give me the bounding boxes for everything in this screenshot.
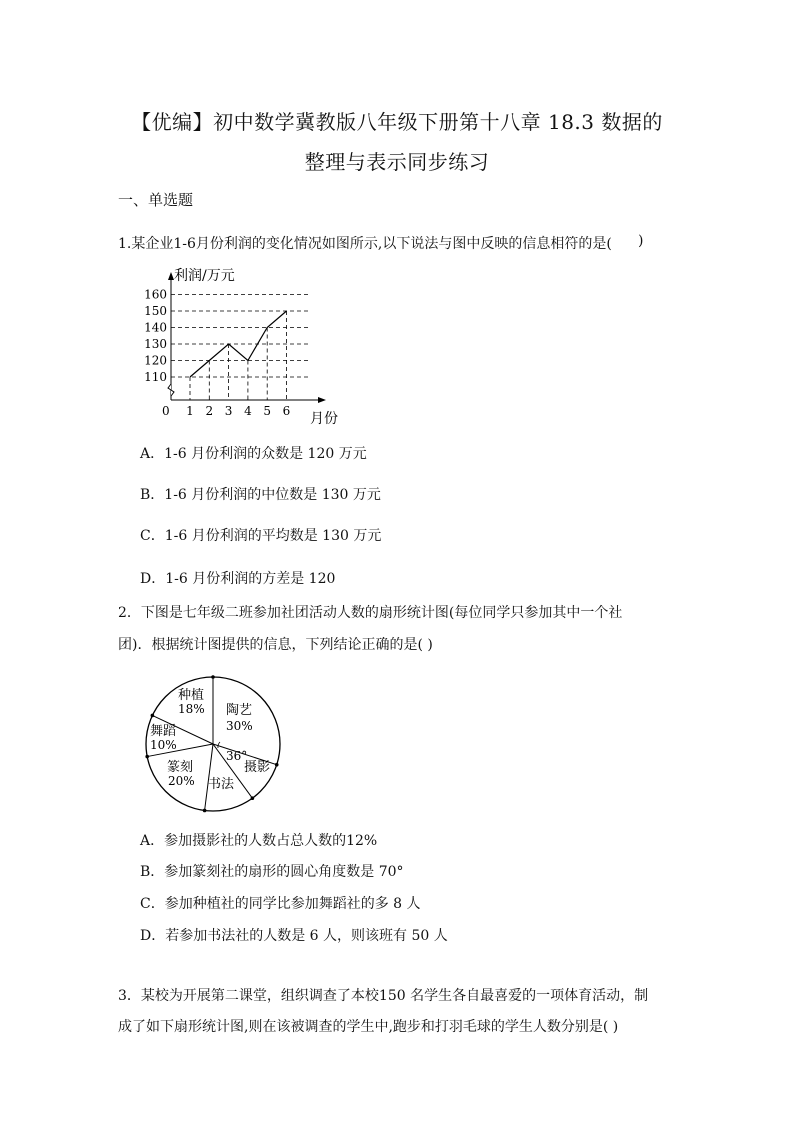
- origin-label: 0: [162, 404, 170, 418]
- slice-label-zhuanke: 篆刻: [167, 760, 194, 775]
- slice-label-wudao: 舞蹈: [150, 724, 177, 739]
- x-axis-arrow: [318, 397, 326, 403]
- slice-pct-zhongzhi: 18%: [178, 702, 205, 716]
- q1-stem: 1.某企业1-6月份利润的变化情况如图所示,以下说法与图中反映的信息相符的是(: [118, 236, 612, 252]
- q1-option-d[interactable]: D．1-6 月份利润的方差是 120: [140, 571, 336, 587]
- slice-label-zhongzhi: 种植: [178, 688, 205, 703]
- q2-option-a[interactable]: A．参加摄影社的人数占总人数的12%: [140, 833, 378, 849]
- q2-option-d[interactable]: D．若参加书法社的人数是 6 人，则该班有 50 人: [140, 928, 448, 944]
- q1-paren-close: ): [638, 233, 644, 249]
- slice-pct-zhuanke: 20%: [168, 774, 195, 788]
- q3-stem-line-1: 3．某校为开展第二课堂，组织调查了本校150 名学生各自最喜爱的一项体育活动，制: [118, 988, 649, 1004]
- y-tick-110: 110: [144, 370, 167, 384]
- x-tick-4: 4: [244, 404, 252, 418]
- y-axis-label: 利润/万元: [174, 268, 235, 284]
- slice-boundary-dot-5: [151, 714, 155, 718]
- slice-boundary-dot-1: [275, 763, 279, 767]
- slice-label-shufa: 书法: [208, 777, 235, 792]
- doc-title-line-1: 【优编】初中数学冀教版八年级下册第十八章 18.3 数据的: [131, 110, 663, 134]
- x-tick-6: 6: [282, 404, 291, 418]
- line-chart-grid: [171, 295, 308, 401]
- x-tick-labels: [186, 404, 290, 418]
- section-heading: 一、单选题: [118, 191, 194, 209]
- y-tick-130: 130: [144, 337, 167, 351]
- y-tick-140: 140: [144, 320, 167, 335]
- y-tick-150: 150: [144, 304, 167, 318]
- q1-option-a[interactable]: A．1-6 月份利润的众数是 120 万元: [140, 446, 367, 462]
- x-tick-1: 1: [186, 404, 194, 418]
- q1-option-b[interactable]: B．1-6 月份利润的中位数是 130 万元: [140, 487, 381, 503]
- q2-stem-line-2: 团)．根据统计图提供的信息，下列结论正确的是( ): [118, 637, 433, 653]
- q2-option-c[interactable]: C．参加种植社的同学比参加舞蹈社的多 8 人: [140, 896, 421, 912]
- doc-title-line-2: 整理与表示同步练习: [304, 150, 490, 174]
- y-tick-160: 160: [144, 287, 167, 302]
- x-tick-2: 2: [205, 404, 214, 418]
- slice-boundary-dot-3: [203, 809, 207, 813]
- slice-pct-taoyi: 30%: [226, 719, 253, 733]
- y-tick-120: 120: [144, 353, 167, 368]
- slice-boundary-dot-0: [211, 675, 215, 679]
- q3-stem-line-2: 成了如下扇形统计图,则在该被调查的学生中,跑步和打羽毛球的学生人数分别是( ): [118, 1019, 619, 1035]
- slice-label-taoyi: 陶艺: [226, 703, 253, 718]
- y-tick-labels: [144, 288, 167, 385]
- slice-label-sheying: 摄影: [244, 760, 271, 775]
- angle-label: 36°: [226, 749, 248, 763]
- x-tick-5: 5: [263, 404, 272, 418]
- q2-stem-line-1: 2．下图是七年级二班参加社团活动人数的扇形统计图(每位同学只参加其中一个社: [118, 605, 623, 621]
- q2-option-b[interactable]: B．参加篆刻社的扇形的圆心角度数是 70°: [140, 864, 404, 880]
- slice-boundary-dot-2: [251, 796, 255, 800]
- q2-pie-chart: [140, 670, 290, 820]
- axis-break-symbol: [168, 384, 174, 396]
- q1-option-c[interactable]: C．1-6 月份利润的平均数是 130 万元: [140, 528, 382, 544]
- slice-pct-wudao: 10%: [150, 738, 177, 752]
- slice-boundary-dot-4: [145, 755, 149, 759]
- x-tick-3: 3: [224, 404, 233, 418]
- q1-line-chart: [130, 262, 350, 432]
- line-chart-axes: [168, 272, 326, 403]
- x-axis-label: 月份: [310, 411, 338, 427]
